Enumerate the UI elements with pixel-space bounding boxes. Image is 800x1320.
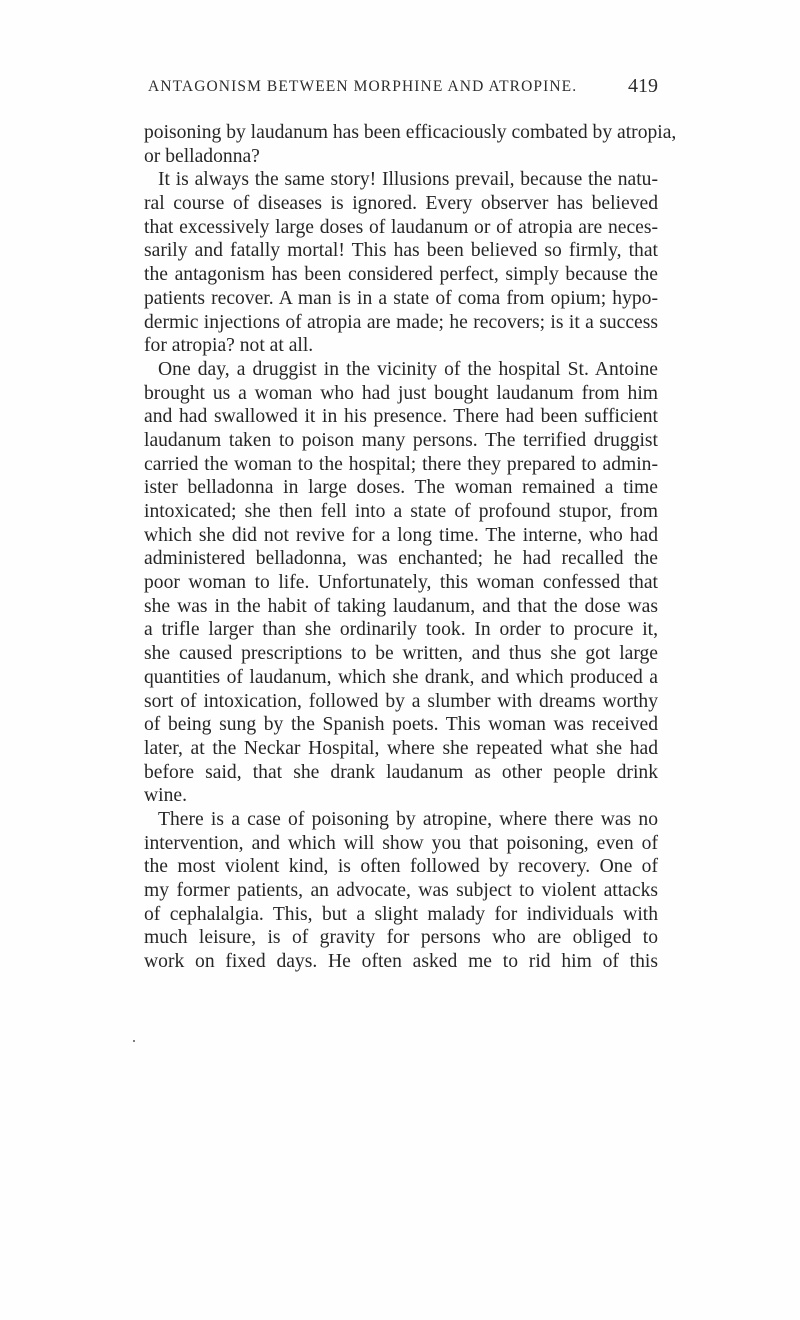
text-line: sarily and fatally mortal! This has been believed so firmly, that: [144, 240, 658, 262]
text-line: that excessively large doses of laudanum or of atropia are neces-: [144, 216, 658, 238]
text-line: carried the woman to the hospital; there they prepared to admin-: [144, 453, 658, 475]
text-line: poisoning by laudanum has been efficaciously combated by atropia,: [144, 122, 677, 143]
text-line: laudanum taken to poison many persons. The terrified druggist: [144, 429, 658, 451]
running-head: [148, 75, 658, 104]
text-line: brought us a woman who had just bought laudanum from him: [144, 382, 658, 404]
text-line: she caused prescriptions to be written, and thus she got large: [144, 643, 658, 665]
text-line: of being sung by the Spanish poets. This woman was received: [144, 714, 658, 736]
text-line: much leisure, is of gravity for persons who are obliged to: [144, 927, 658, 949]
text-line: intervention, and which will show you that poisoning, even of: [144, 832, 658, 854]
text-line: the most violent kind, is often followed by recovery. One of: [144, 856, 658, 878]
text-line: which she did not revive for a long time. The interne, who had: [144, 524, 658, 546]
print-speck: [133, 1040, 135, 1042]
text-line: One day, a druggist in the vicinity of the hospital St. Antoine: [158, 358, 658, 380]
text-line: There is a case of poisoning by atropine, where there was no: [158, 808, 658, 830]
text-line: the antagonism has been considered perfect, simply because the: [144, 264, 658, 286]
text-line: intoxicated; she then fell into a state of profound stupor, from: [144, 501, 658, 522]
text-line: or belladonna?: [144, 145, 260, 167]
text-line: ister belladonna in large doses. The woman remained a time: [144, 477, 658, 499]
text-line: patients recover. A man is in a state of coma from opium; hypo-: [144, 287, 658, 309]
text-line: poor woman to life. Unfortunately, this woman confessed that: [144, 572, 658, 594]
text-line: sort of intoxication, followed by a slumber with dreams worthy: [144, 690, 658, 712]
text-line: my former patients, an advocate, was subject to violent attacks: [144, 880, 658, 901]
text-line: for atropia? not at all.: [144, 335, 314, 357]
page-number: 419: [628, 75, 658, 97]
text-line: work on fixed days. He often asked me to rid him of this: [144, 951, 658, 973]
text-line: later, at the Neckar Hospital, where she repeated what she had: [144, 737, 658, 759]
text-line: a trifle larger than she ordinarily took. In order to procure it,: [144, 619, 658, 641]
text-line: of cephalalgia. This, but a slight malady for individuals with: [144, 903, 658, 925]
text-line: dermic injections of atropia are made; he recovers; is it a success: [144, 311, 658, 333]
text-line: quantities of laudanum, which she drank, and which produced a: [144, 666, 658, 688]
text-line: before said, that she drank laudanum as other people drink: [144, 761, 658, 783]
running-title: ANTAGONISM BETWEEN MORPHINE AND ATROPINE.: [148, 78, 578, 95]
text-line: and had swallowed it in his presence. There had been sufficient: [144, 406, 658, 428]
text-line: she was in the habit of taking laudanum, and that the dose was: [144, 595, 658, 617]
text-line: administered belladonna, was enchanted; he had recalled the: [144, 548, 658, 570]
text-line: wine.: [144, 785, 187, 807]
body-text: [144, 121, 677, 974]
text-line: It is always the same story! Illusions prevail, because the natu-: [158, 169, 658, 191]
text-line: ral course of diseases is ignored. Every observer has believed: [144, 193, 658, 215]
